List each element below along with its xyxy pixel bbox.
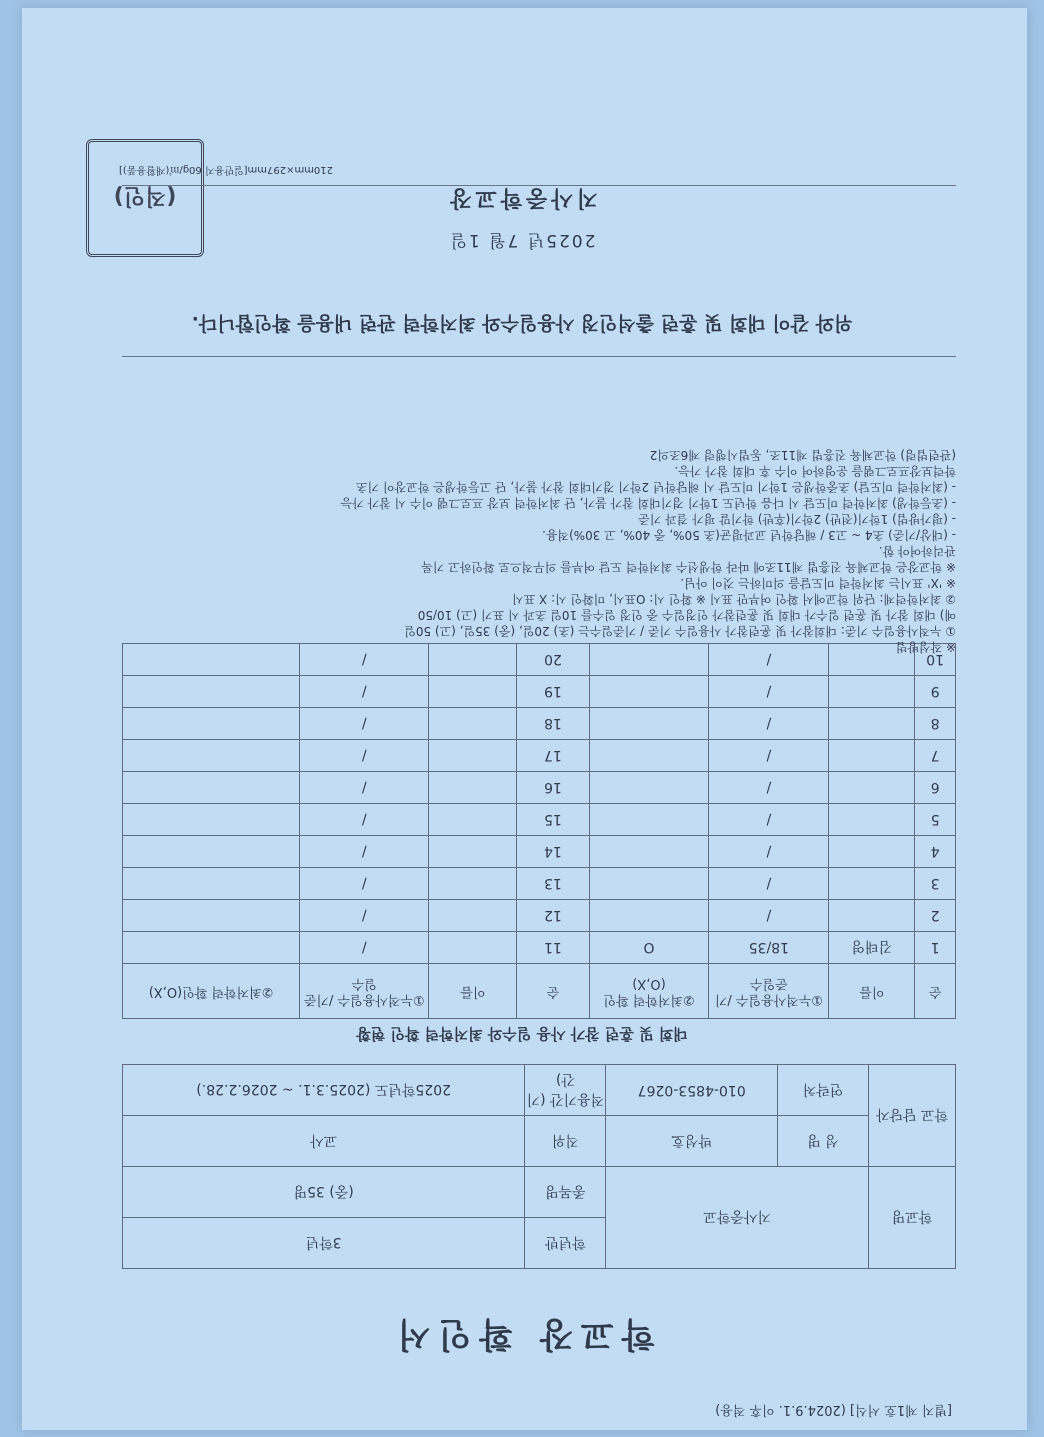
table-row xyxy=(123,900,956,932)
issue-date: 2025년 7월 1일 xyxy=(448,230,596,250)
table-cell xyxy=(829,676,915,708)
table-cell xyxy=(123,772,300,804)
note-line: - (평가방법) 1학기(전반) 2학기(후반) 학기말 평가 결과 기준 xyxy=(638,512,956,526)
table-cell xyxy=(589,740,709,772)
table-row xyxy=(123,740,956,772)
table-cell: 9 xyxy=(915,676,956,708)
table-cell: / xyxy=(709,836,829,868)
table-cell: / xyxy=(300,644,429,676)
sport-value: (중) 35명 xyxy=(123,1167,525,1218)
table-cell: 7 xyxy=(915,740,956,772)
table-cell xyxy=(429,676,517,708)
table-cell xyxy=(429,740,517,772)
table-cell xyxy=(123,900,300,932)
table-cell: / xyxy=(709,868,829,900)
table-row xyxy=(123,868,956,900)
table-cell: 3 xyxy=(915,868,956,900)
table-cell: / xyxy=(709,804,829,836)
table-cell: 5 xyxy=(915,804,956,836)
table-cell: 19 xyxy=(517,676,589,708)
table-cell: 14 xyxy=(517,836,589,868)
table-cell xyxy=(123,932,300,964)
divider xyxy=(122,185,956,186)
table-cell: 김태영 xyxy=(829,932,915,964)
paper-spec-footer: 210mm×297mm[일반용지 60g/㎡(재활용품)] xyxy=(119,164,334,175)
table-cell: / xyxy=(709,772,829,804)
table-cell xyxy=(429,772,517,804)
table-cell: / xyxy=(709,900,829,932)
table-cell: / xyxy=(300,676,429,708)
table-cell xyxy=(829,772,915,804)
table-cell: 17 xyxy=(517,740,589,772)
table-cell: 20 xyxy=(517,644,589,676)
table-cell: / xyxy=(709,708,829,740)
table-cell xyxy=(429,708,517,740)
table-cell: / xyxy=(300,900,429,932)
period-label: 적용기간 (기간) xyxy=(525,1065,606,1116)
note-line: ※ 학교장은 학교체육 진흥법 제11조에 따라 학생선수 최저학력 도달 여부를 의무적으로 확인하고 기록 xyxy=(421,560,956,574)
usage-table-header-cell: 순 xyxy=(915,964,956,1019)
note-line: 예) 대회 참가 및 훈련 일수가 대회 및 훈련참가 인정일수 중 인정 일수를 10일 초과 시 표기 (고) 10/50 xyxy=(417,608,956,622)
table-row xyxy=(123,804,956,836)
document-title: 학교장 확인서 xyxy=(389,1314,655,1354)
table-cell xyxy=(123,836,300,868)
table-cell: / xyxy=(300,868,429,900)
table-cell xyxy=(589,772,709,804)
table-cell xyxy=(589,708,709,740)
table-cell xyxy=(429,804,517,836)
usage-table-header-cell: 이름 xyxy=(829,964,915,1019)
table-cell xyxy=(123,740,300,772)
table-cell: 6 xyxy=(915,772,956,804)
table-cell: / xyxy=(300,740,429,772)
table-cell xyxy=(123,676,300,708)
note-line: - (최저학력 미도달) 초중학생은 1학기 미도달 시 해당학년 2학기 경기대회 참가 불가, 단 고등학생은 학교장이 기초 xyxy=(355,480,956,494)
usage-table-header-cell: ②최저학력 확인(O,X) xyxy=(589,964,709,1019)
grade-label: 학년반 xyxy=(525,1218,606,1269)
table-cell: 12 xyxy=(517,900,589,932)
table-cell: O xyxy=(589,932,709,964)
table-cell: / xyxy=(300,932,429,964)
table-cell: 11 xyxy=(517,932,589,964)
usage-table-header-cell: ①누적사용일수 /기준일수 xyxy=(300,964,429,1019)
table-cell xyxy=(123,804,300,836)
table-cell xyxy=(429,836,517,868)
table-row xyxy=(123,836,956,868)
instructions-notes xyxy=(116,447,956,655)
grade-value: 3학년 xyxy=(123,1218,525,1269)
official-seal-stamp: (직인) xyxy=(86,139,204,257)
school-value: 지사중학교 xyxy=(606,1167,869,1269)
table-cell xyxy=(429,900,517,932)
table-cell xyxy=(829,804,915,836)
divider xyxy=(122,356,956,357)
name-value: 박성호 xyxy=(606,1116,778,1167)
note-line: 학력보장프로그램을 운영하여 이수 후 대회 참가 가능. xyxy=(674,464,956,478)
note-line: 관리하여야 함. xyxy=(878,544,956,558)
position-value: 교사 xyxy=(123,1116,525,1167)
table-row xyxy=(123,772,956,804)
table-cell: / xyxy=(709,740,829,772)
student-info-table xyxy=(122,1064,956,1269)
table-cell xyxy=(429,868,517,900)
phone-label: 연락처 xyxy=(778,1065,869,1116)
table-cell xyxy=(829,708,915,740)
table-cell xyxy=(589,804,709,836)
table-row xyxy=(123,708,956,740)
usage-table-header-cell: 순 xyxy=(517,964,589,1019)
table-cell xyxy=(829,836,915,868)
table-cell xyxy=(123,868,300,900)
table-cell xyxy=(589,836,709,868)
table-cell xyxy=(829,740,915,772)
sport-label: 종목명 xyxy=(525,1167,606,1218)
phone-value: 010-4853-0267 xyxy=(606,1065,778,1116)
table-cell: 8 xyxy=(915,708,956,740)
usage-table xyxy=(122,643,956,1019)
confirmation-statement: 위와 같이 대회 및 훈련 출석인정 사용일수와 최저학력 관련 내용을 확인합니다. xyxy=(191,312,853,334)
table-cell: 2 xyxy=(915,900,956,932)
table-cell xyxy=(429,932,517,964)
position-label: 직위 xyxy=(525,1116,606,1167)
table-cell: 18/35 xyxy=(709,932,829,964)
principal-signature: 지사중학교장 xyxy=(446,185,598,210)
table-cell xyxy=(123,708,300,740)
table-cell: / xyxy=(300,708,429,740)
table-cell: / xyxy=(709,676,829,708)
usage-table-title: 대회 및 훈련 참가 사용 일수와 최저학력 확인 현황 xyxy=(356,1025,688,1043)
usage-table-header-cell: ①누적사용일수 /기준일수 xyxy=(709,964,829,1019)
note-line: (관련법령) 학교체육 진흥법 제11조, 동법시행령 제6조의2 xyxy=(649,448,956,462)
table-cell: 1 xyxy=(915,932,956,964)
period-value: 2025학년도 (2025.3.1. ~ 2026.2.28.) xyxy=(123,1065,525,1116)
table-row xyxy=(123,932,956,964)
table-cell xyxy=(589,900,709,932)
table-cell: 18 xyxy=(517,708,589,740)
table-cell: 4 xyxy=(915,836,956,868)
note-line: ※ 작성방법 xyxy=(895,640,956,654)
note-line: - (초등학생) 최저학력 미도달 시 다음 학년도 1학기 경기대회 참가 불가, 단 최저학력 보장 프로그램 이수 시 참가 가능 xyxy=(340,496,956,510)
note-line: ① 누적사용일수 기준: 대회참가 및 훈련참가 사용일수 기준 / 기준일수는 (초) 20일, (중) 35일, (고) 50일 xyxy=(404,624,956,638)
note-line: ※ 'X' 표시는 최저학력 미도달을 의미하는 것이 아님. xyxy=(680,576,956,590)
table-cell: / xyxy=(300,836,429,868)
table-cell: / xyxy=(300,772,429,804)
usage-table-header-cell: ②최저학력 확인(O,X) xyxy=(123,964,300,1019)
name-label: 성 명 xyxy=(778,1116,869,1167)
table-cell: / xyxy=(709,644,829,676)
table-cell xyxy=(589,868,709,900)
table-cell: 10 xyxy=(915,644,956,676)
usage-table-header-row xyxy=(123,964,956,1019)
table-row xyxy=(123,676,956,708)
table-cell xyxy=(829,900,915,932)
table-cell xyxy=(589,676,709,708)
table-cell: / xyxy=(300,804,429,836)
coach-label: 학교 담당자 xyxy=(869,1065,956,1167)
note-line: ② 최저학력제: 단위 학교에서 확인 여부만 표시 ※ 확인 시: O표시, 미확인 시: X 표시 xyxy=(512,592,956,606)
usage-table-header-cell: 이름 xyxy=(429,964,517,1019)
table-cell: 16 xyxy=(517,772,589,804)
note-line: - (대상/기준) 초4 ~ 고3 / 해당학년 교과평균(초 50%, 중 40%, 고 30%)적용. xyxy=(542,528,956,542)
school-label: 학교명 xyxy=(869,1167,956,1269)
table-cell: 15 xyxy=(517,804,589,836)
table-cell xyxy=(829,868,915,900)
form-reference: [별지 제1호 서식] (2024.9.1. 이후 적용) xyxy=(715,1402,952,1417)
table-cell: 13 xyxy=(517,868,589,900)
